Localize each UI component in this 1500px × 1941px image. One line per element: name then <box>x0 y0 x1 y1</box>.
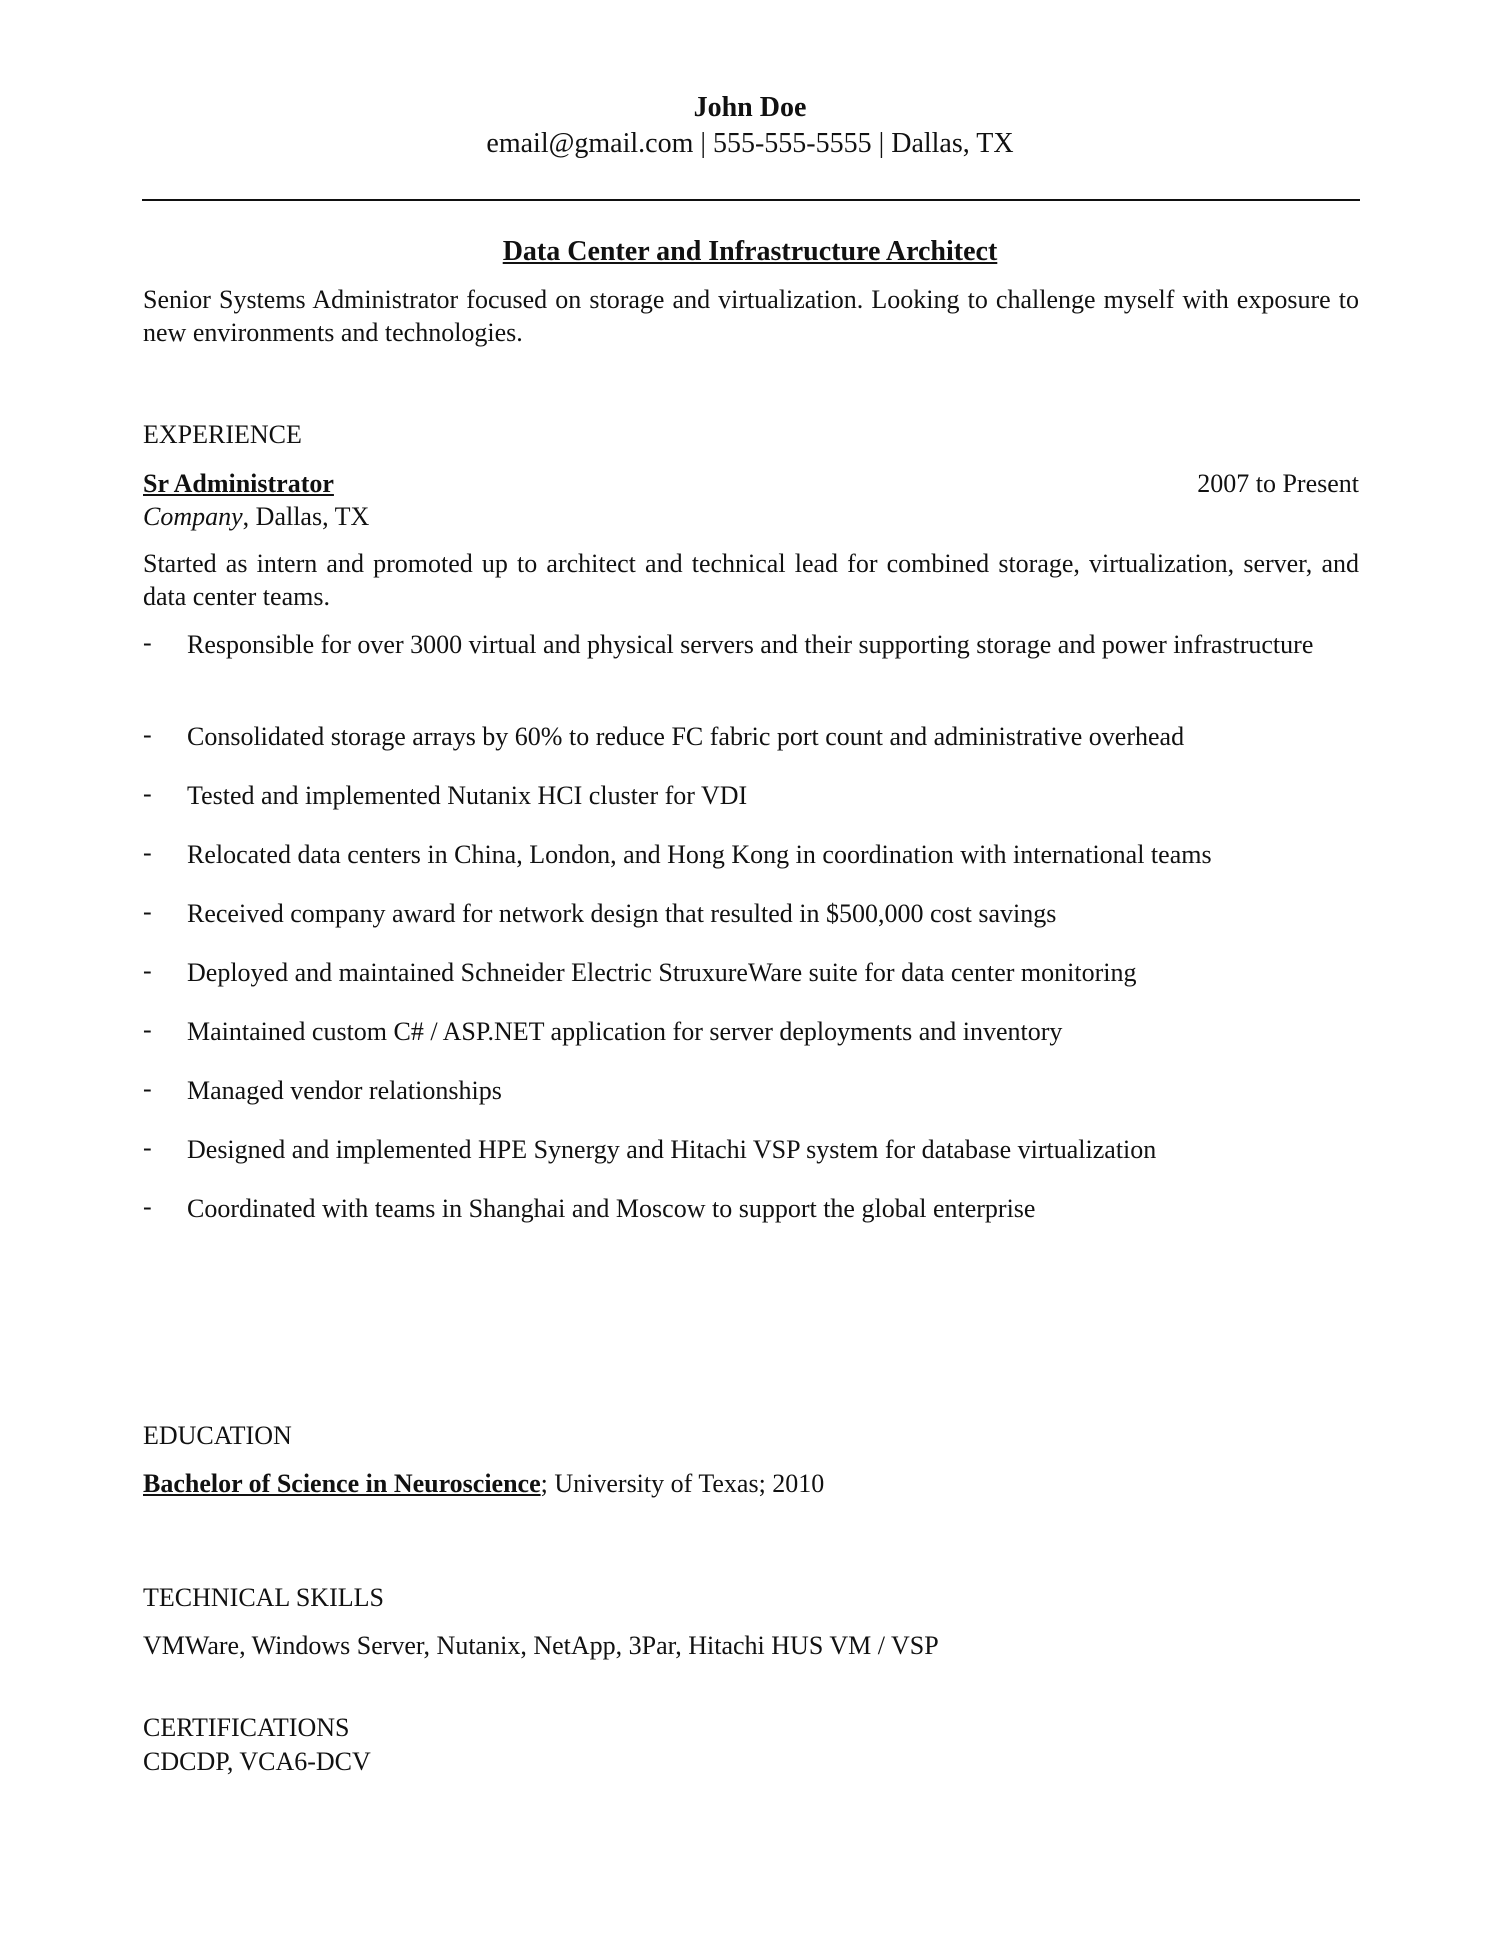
headline-title: Data Center and Infrastructure Architect <box>502 236 998 267</box>
summary-paragraph: Senior Systems Administrator focused on storage and virtualization. Looking to challenge myself with exposure to new environments and technologies. <box>143 285 1359 347</box>
education-entry <box>143 1469 824 1499</box>
company-name: Company <box>143 502 243 531</box>
bullet-text: Deployed and maintained Schneider Electric StruxureWare suite for data center monitoring <box>187 958 1137 987</box>
bullet-dash: - <box>143 628 152 657</box>
certifications-list: CDCDP, VCA6-DCV <box>143 1747 371 1776</box>
bullet-text: Coordinated with teams in Shanghai and Moscow to support the global enterprise <box>187 1194 1036 1223</box>
company-location: , Dallas, TX <box>242 502 370 531</box>
bullet-dash: - <box>143 1015 152 1044</box>
bullet-dash: - <box>143 838 152 867</box>
bullet-text: Relocated data centers in China, London, and Hong Kong in coordination with international teams <box>187 840 1212 869</box>
bullet-dash: - <box>143 1074 152 1103</box>
bullet-dash: - <box>143 956 152 985</box>
bullet-text: Received company award for network design that resulted in $500,000 cost savings <box>187 899 1057 928</box>
bullet-text: Maintained custom C# / ASP.NET application for server deployments and inventory <box>187 1017 1063 1046</box>
job-title: Sr Administrator <box>143 469 334 498</box>
skills-list: VMWare, Windows Server, Nutanix, NetApp, 3Par, Hitachi HUS VM / VSP <box>143 1631 939 1660</box>
bullet-dash: - <box>143 779 152 808</box>
skills-heading: TECHNICAL SKILLS <box>143 1583 384 1612</box>
bullet-dash: - <box>143 897 152 926</box>
bullet-text: Tested and implemented Nutanix HCI cluster for VDI <box>187 781 748 810</box>
contact-line: email@gmail.com | 555-555-5555 | Dallas, TX <box>486 128 1014 159</box>
header-divider <box>142 199 1360 201</box>
job-dates: 2007 to Present <box>1197 469 1359 498</box>
experience-heading: EXPERIENCE <box>143 420 302 449</box>
bullet-text: Managed vendor relationships <box>187 1076 502 1105</box>
bullet-text: Consolidated storage arrays by 60% to reduce FC fabric port count and administrative overhead <box>187 722 1185 751</box>
bullet-dash: - <box>143 720 152 749</box>
job-company <box>143 502 369 532</box>
bullet-dash: - <box>143 1133 152 1162</box>
degree-name: Bachelor of Science in Neuroscience <box>143 1469 541 1498</box>
education-details: ; University of Texas; 2010 <box>540 1469 825 1498</box>
education-heading: EDUCATION <box>143 1421 292 1450</box>
job-description: Started as intern and promoted up to architect and technical lead for combined storage, virtualization, server, and data center teams. <box>143 549 1359 611</box>
candidate-name: John Doe <box>693 92 807 123</box>
bullet-dash: - <box>143 1192 152 1221</box>
bullet-text: Responsible for over 3000 virtual and physical servers and their supporting storage and power infrastructure <box>187 630 1314 659</box>
bullet-text: Designed and implemented HPE Synergy and Hitachi VSP system for database virtualization <box>187 1135 1157 1164</box>
certifications-heading: CERTIFICATIONS <box>143 1713 350 1742</box>
